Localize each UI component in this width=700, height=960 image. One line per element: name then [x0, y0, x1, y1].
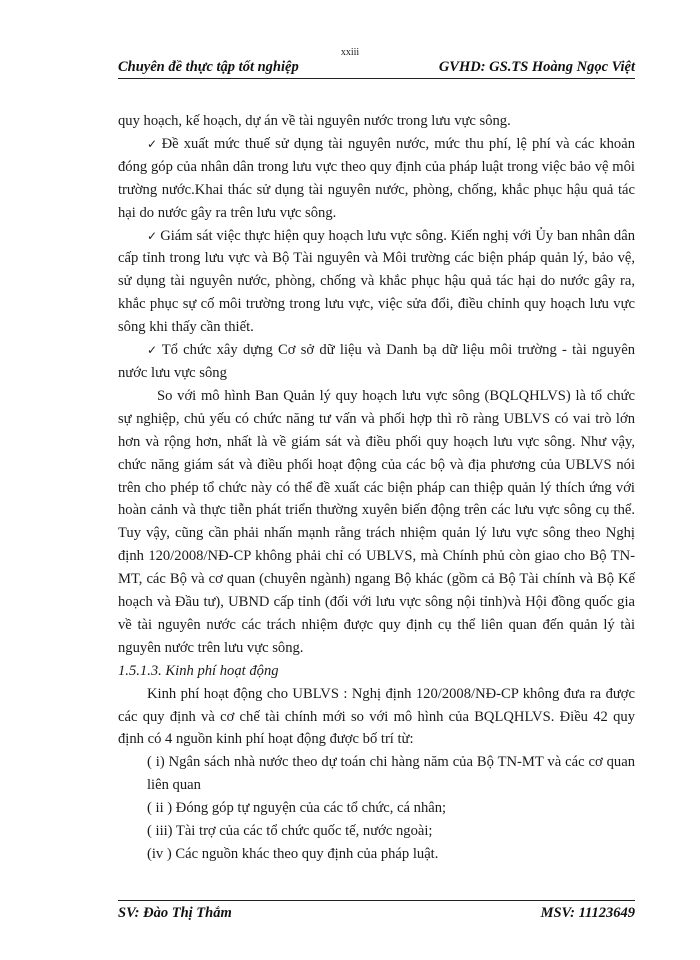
- list-item: (iv ) Các nguồn khác theo quy định của pháp luật.: [147, 846, 439, 862]
- check-item-text: Giám sát việc thực hiện quy hoạch lưu vực sông. Kiến nghị với Ủy ban nhân dân cấp tỉnh trong lưu vực và Bộ Tài nguyên và Môi trường các biện pháp quản lý, bảo vệ, sử dụng tài nguyên nước, phòng, chống và khắc phục hậu quả tác hại do nước gây ra, khắc phục sự cố môi trường trong lưu vực, việc sửa đổi, điều chỉnh quy hoạch lưu vực sông khi thấy cần thiết.: [118, 227, 635, 336]
- paragraph-comparison: So với mô hình Ban Quản lý quy hoạch lưu vực sông (BQLQHLVS) là tổ chức sự nghiệp, chủ yếu có chức năng tư vấn và phối hợp thì rõ ràng UBLVS có vai trò lớn hơn và rộng hơn, nhất là về giám sát và điều phối quy hoạch lưu vực sông. Như vậy, chức năng giám sát và điều phối hoạt động của các bộ và địa phương của UBLVS nói trên cho phép tổ chức này có thể đề xuất các biện pháp can thiệp quản lý thích ứng với hoàn cảnh và thực tiễn phát triển thường xuyên biến động trên các lưu vực sông cụ thể. Tuy vậy, cũng cần phải nhấn mạnh rằng trách nhiệm quản lý lưu vực sông theo Nghị định 120/2008/NĐ-CP không phải chỉ có UBLVS, mà Chính phủ còn giao cho Bộ TN-MT, các Bộ và cơ quan (chuyên ngành) ngang Bộ khác (gồm cả Bộ Tài chính và Bộ Kế hoạch và Đầu tư), UBND cấp tỉnh (đối với lưu vực sông nội tỉnh)và Hội đồng quốc gia về tài nguyên nước các trách nhiệm được quy định cụ thể liên quan đến quản lý tài nguyên nước trên lưu vực sông.: [118, 387, 635, 656]
- page-number: xxiii: [340, 47, 360, 58]
- list-item: ( ii ) Đóng góp tự nguyện của các tổ chức, cá nhân;: [147, 800, 447, 817]
- checkmark-icon: ✓: [147, 228, 158, 243]
- check-item-text: Tổ chức xây dựng Cơ sở dữ liệu và Danh bạ dữ liệu môi trường - tài nguyên nước lưu vực sông: [118, 342, 635, 381]
- footer-left: SV: Đào Thị Thắm: [118, 905, 232, 921]
- document-body: [118, 110, 635, 866]
- footer-right: MSV: 11123649: [540, 905, 635, 921]
- page-header: [118, 59, 635, 79]
- checkmark-icon: ✓: [147, 136, 159, 151]
- checkmark-icon: ✓: [147, 343, 159, 358]
- list-item: ( i) Ngân sách nhà nước theo dự toán chi hàng năm của Bộ TN-MT và các cơ quan liên quan: [147, 754, 635, 794]
- check-item-text: Đề xuất mức thuế sử dụng tài nguyên nước, mức thu phí, lệ phí và các khoản đóng góp của nhân dân trong lưu vực theo quy định của pháp luật trong việc bảo vệ môi trường nước.Khai thác sử dụng tài nguyên nước, phòng, chống, khắc phục hậu quả tác hại do nước gây ra trên lưu vực sông.: [118, 135, 635, 221]
- header-left: Chuyên đề thực tập tốt nghiệp: [118, 59, 299, 75]
- list-item: ( iii) Tài trợ của các tổ chức quốc tế, nước ngoài;: [147, 823, 433, 840]
- section-heading: 1.5.1.3. Kinh phí hoạt động: [118, 662, 279, 679]
- paragraph-funding: Kinh phí hoạt động cho UBLVS : Nghị định 120/2008/NĐ-CP không đưa ra được các quy định và cơ chế tài chính mới so với mô hình của BQLQHLVS. Điều 42 quy định có 4 nguồn kinh phí hoạt động được bố trí từ:: [118, 685, 635, 748]
- check-item-2: [118, 225, 635, 340]
- paragraph-continuation: quy hoạch, kế hoạch, dự án về tài nguyên nước trong lưu vực sông.: [118, 113, 511, 129]
- header-right: GVHD: GS.TS Hoàng Ngọc Việt: [438, 59, 635, 75]
- funding-source-list: [118, 751, 635, 866]
- page-footer: [118, 900, 635, 922]
- check-item-3: [118, 339, 635, 385]
- check-item-1: [118, 133, 635, 225]
